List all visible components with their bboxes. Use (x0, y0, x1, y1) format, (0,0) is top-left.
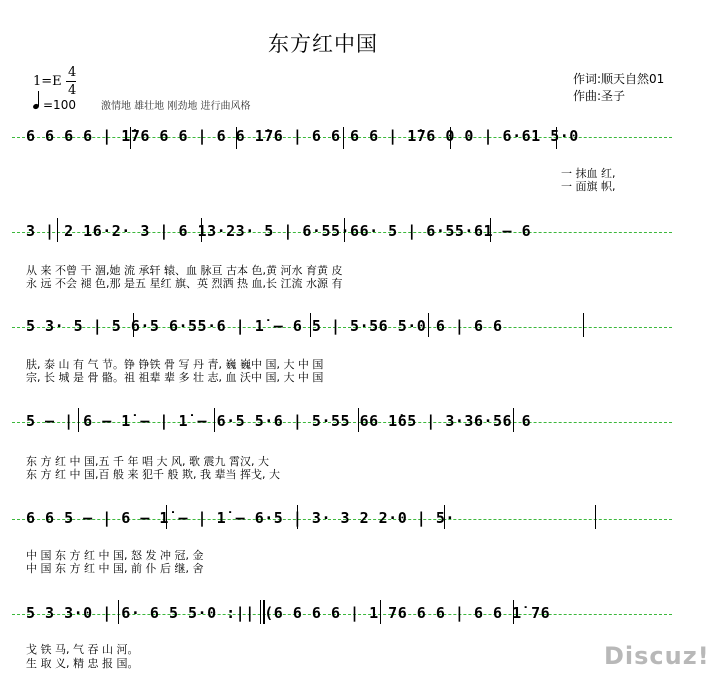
lyric-verse-2: 东 方 红 中 国,百 般 来 犯千 般 欺, 我 辈当 挥戈, 大 (26, 468, 280, 481)
discuz-watermark: Discuz! (604, 642, 710, 670)
lyric-verse-2: 宗, 长 城 是 骨 骼。祖 祖辈 辈 多 壮 志, 血 沃中 国, 大 中 国 (26, 371, 324, 384)
notation-line: 6 6 5 — | 6 — 1̇ — | 1̇ — 6·5 | 3· 3 2 2·0 | 5· (26, 509, 455, 527)
composer: 作曲:圣子 (573, 89, 626, 103)
notation-line: 5 3 3·0 | 6· 6 5 5·0 :|| (6 6 6 6 | 1 76 6 6 | 6 6 1̇ 76 (26, 604, 551, 622)
notation-line: 6 6 6 6 | 1̇76 6 6 | 6 6 1̇76 | 6 6 6 6 | 1̇76 0 0 | 6·61 5·0 (26, 127, 579, 145)
time-signature-bottom: 4 (68, 83, 77, 98)
time-signature-top: 4 (68, 65, 77, 80)
tempo-mark: =100 (43, 98, 76, 112)
lyric-verse-2: 生 取 义, 精 忠 报 国。 (26, 657, 139, 670)
key-signature: 1=E (33, 74, 62, 89)
lyric-verse-1: 中 国 东 方 红 中 国, 怒 发 冲 冠, 金 (26, 549, 204, 562)
lyric-verse-1: 一 抹血 红, (561, 167, 616, 180)
lyricist: 作词:顺天自然01 (573, 72, 665, 86)
lyric-verse-1: 从 来 不曾 干 涸,她 流 承轩 辕、血 脉亘 古本 色,黄 河水 育黄 皮 (26, 264, 343, 277)
time-signature-line (66, 81, 76, 82)
lyric-verse-1: 戈 铁 马, 气 吞 山 河。 (26, 643, 139, 656)
lyric-verse-1: 东 方 红 中 国,五 千 年 唱 大 风, 歌 震九 霄汉, 大 (26, 455, 269, 468)
notation-line: 3 | 2 16·2· 3 | 6 13·23· 5 | 6·55·66· 5 | 6·55·61 — 6 (26, 222, 532, 240)
lyric-verse-2: 中 国 东 方 红 中 国, 前 仆 后 继, 舍 (26, 562, 204, 575)
notation-line: 5 — | 6 — 1̇ — | 1̇ — 6·5 5·6 | 5·55 66 1̇65 | 3·36·56 6 (26, 412, 532, 430)
page-title: 东方红中国 (268, 32, 378, 56)
lyric-verse-1: 肤, 泰 山 有 气 节。铮 铮铁 骨 写 丹 青, 巍 巍中 国, 大 中 国 (26, 358, 324, 371)
notation-line: 5 3· 5 | 5 6·5 6·55·6 | 1̇ — 6 5 | 5·56 5·0 6 | 6 6 (26, 317, 503, 335)
lyric-verse-2: 一 面旗 帜, (561, 180, 616, 193)
style-text: 激情地 雄壮地 刚劲地 进行曲风格 (101, 101, 251, 112)
lyric-verse-2: 永 远 不会 褪 色,那 是五 星红 旗、英 烈洒 热 血,长 江流 水源 有 (26, 277, 343, 290)
